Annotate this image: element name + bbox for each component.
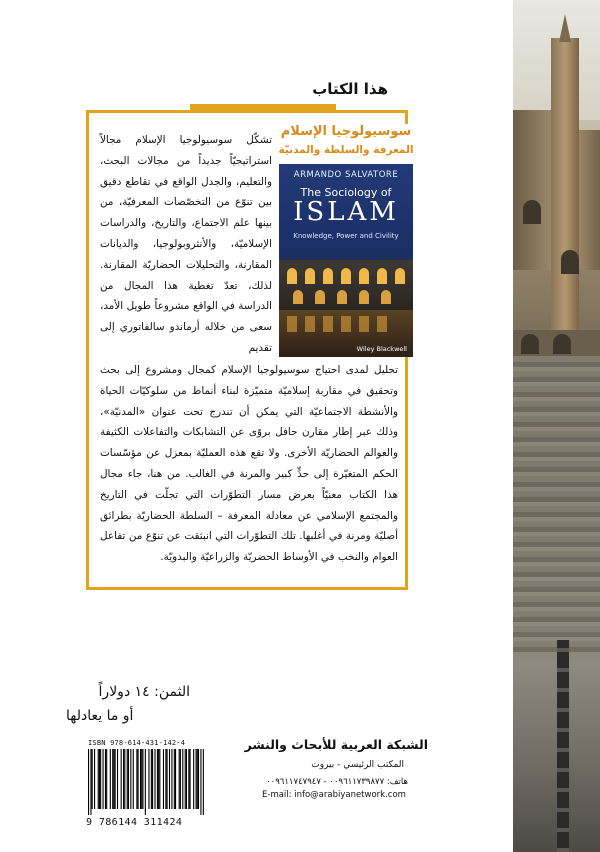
cover-arabic-subtitle: المعرفة والسلطة والمدنيّة xyxy=(278,144,414,156)
barcode-bar xyxy=(152,749,153,809)
barcode-bar xyxy=(138,749,139,809)
barcode-bar xyxy=(115,749,116,809)
barcode-bar xyxy=(171,749,172,809)
cover-artwork xyxy=(279,164,413,357)
barcode-bar xyxy=(145,749,146,815)
barcode-bar xyxy=(140,749,141,809)
barcode-bar xyxy=(179,749,180,809)
barcode-bar xyxy=(130,749,131,809)
barcode-bar xyxy=(163,749,164,809)
barcode-bar xyxy=(121,749,122,809)
barcode-bar xyxy=(174,749,175,809)
barcode-bar xyxy=(110,749,111,809)
ean-digits: 9 786144 311424 xyxy=(86,817,183,828)
barcode-bar xyxy=(157,749,158,809)
barcode-bar xyxy=(167,749,168,809)
clock-tower xyxy=(551,38,579,338)
price-line: الثمن: ١٤ دولاراً xyxy=(98,684,190,700)
barcode-bar xyxy=(98,749,99,809)
publisher-email: E-mail: info@arabiyanetwork.com xyxy=(262,790,406,800)
cover-arabic-title: سوسيولوجيا الإسلام xyxy=(280,124,412,139)
cover-english-subtitle: Knowledge, Power and Civility xyxy=(293,232,399,240)
palace-illustration xyxy=(279,260,413,310)
barcode-bar xyxy=(127,749,128,809)
barcode-bar xyxy=(100,749,101,809)
barcode-bar xyxy=(197,749,198,809)
barcode-bar xyxy=(190,749,191,809)
barcode-bar xyxy=(154,749,155,809)
barcode-bar xyxy=(193,749,194,809)
book-cover-thumbnail xyxy=(276,124,416,357)
barcode-bar xyxy=(185,749,186,809)
publisher-phones: هاتف: ٠٠٩٦١١٧٣٩٨٧٧ - ٠٠٩٦١١٧٤٧٩٤٧ xyxy=(266,777,408,787)
barcode-bar xyxy=(142,749,143,809)
barcode-bar xyxy=(198,749,199,809)
chain xyxy=(557,640,569,852)
barcode-bar xyxy=(112,749,113,809)
barcode-bar xyxy=(124,749,125,809)
barcode-bar xyxy=(141,749,142,809)
barcode-bar xyxy=(92,749,93,809)
barcode-bar xyxy=(105,749,106,809)
barcode-bar xyxy=(128,749,129,809)
barcode-bar xyxy=(159,749,160,809)
intro-paragraph: تشكّل سوسيولوجيا الإسلام مجالاً استراتيجيّاً جديداً من مجالات البحث، والتعليم، والجدل الواقع في تقاطع دقيق بين تنوّع من التخصّصات المعرفيّة، من بينها علم الاجتماع، والتاريخ، والدراسات الإسلاميّة، والأنثروبولوجيا، والديانات المقارنة، والتحليلات الحضاريّة المقارنة. لذلك، تعدّ تغطية هذا المجال من الدراسة في الواقع مشروعاً طويل الأمد، سعى من خلاله أرماندو سالفاتوري إلى تقديم xyxy=(100,134,272,354)
main-paragraph: تحليل لمدى احتياج سوسيولوجيا الإسلام كمجال ومشروع إلى بحث وتحقيق في مقاربة إسلاميّة متميّزة لبناء أنماط من سلوكيّات الحياة والأنشطة الاجتماعيّة التي يمكن أن تندرج تحت عنوان «المدنيّة»، وذلك عبر إطار مقارن حافل بروًى عن التشابكات والتفاعلات الكثيفة والعوالم الحضاريّة الأخرى. ولا تقع هذه العمليّة بمعزل عن مؤسّسات الحكم المتغيّرة إلى حدٍّ كبير والمرنة في الغالب. من هنا، جاء مجال هذا الكتاب معنيّاً بعرض مسار التطوّرات التي تجلّت في التاريخ والمجتمع الإسلامي عن معادلة المعرفة – السلطة الحضاريّة بطرائق أصليّة ومرنة في أغلبها. تلك التطوّرات التي انبثقت عن تنوّع من تفاعل العوام والنخب في الأوساط الحضريّة والزراعيّة والبدويّة. xyxy=(100,364,398,564)
barcode-bar xyxy=(106,749,107,809)
barcode-bar xyxy=(133,749,134,809)
barcode-bar xyxy=(169,749,170,809)
barcode-bar xyxy=(117,749,118,809)
barcode-bar xyxy=(90,749,91,815)
barcode-bar xyxy=(188,749,189,809)
publisher-office: المكتب الرئيسي - بيروت xyxy=(311,760,404,770)
barcode-bar xyxy=(123,749,124,809)
about-book-heading: هذا الكتاب xyxy=(312,80,388,98)
barcode-bar xyxy=(148,749,149,809)
isbn-barcode xyxy=(86,739,206,834)
cover-english-title: ISLAM xyxy=(293,197,399,227)
barcode-bars xyxy=(88,749,204,815)
barcode-bar xyxy=(151,749,152,809)
barcode-bar xyxy=(165,749,166,809)
barcode-bar xyxy=(113,749,114,809)
barcode-bar xyxy=(103,749,104,809)
isbn-text: ISBN 978-614-431-142-4 xyxy=(88,739,186,747)
barcode-bar xyxy=(196,749,197,809)
price-equivalent: أو ما يعادلها xyxy=(66,708,134,724)
spine-photo-strip xyxy=(513,0,600,852)
barcode-bar xyxy=(94,749,95,809)
barcode-bar xyxy=(99,749,100,809)
barcode-bar xyxy=(186,749,187,809)
cover-author: ARMANDO SALVATORE xyxy=(293,170,399,180)
barcode-bar xyxy=(136,749,137,809)
barcode-bar xyxy=(182,749,183,809)
barcode-bar xyxy=(158,749,159,809)
publisher-name: الشبكة العربية للأبحاث والنشر xyxy=(244,737,428,752)
cover-publisher-mark: Wiley Blackwell xyxy=(356,345,407,353)
barcode-bar xyxy=(203,749,204,815)
river-water xyxy=(513,356,600,656)
barcode-bar xyxy=(200,749,201,815)
barcode-bar xyxy=(88,749,89,815)
barcode-bar xyxy=(175,749,176,809)
cover-english-prefix: The Sociology of xyxy=(300,186,392,199)
barcode-bar xyxy=(180,749,181,809)
